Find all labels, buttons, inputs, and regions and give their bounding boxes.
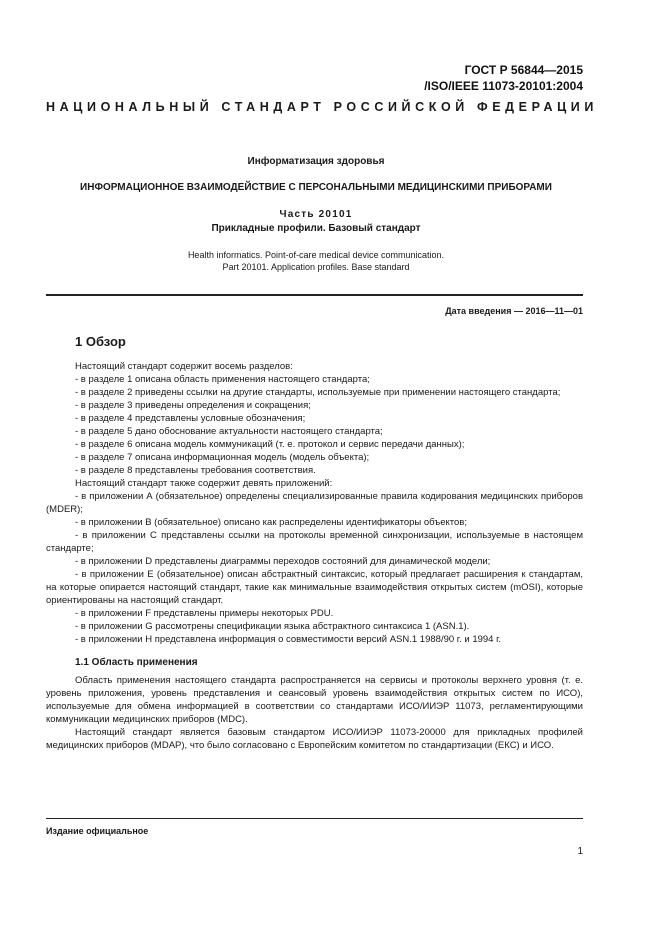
list-item: - в разделе 4 представлены условные обозначения; — [75, 413, 306, 424]
paragraph: Настоящий стандарт является базовым стандартом ИСО/ИИЭР 11073-20000 для прикладных профилей медицинских приборов (MDAP), что было согласовано с Европейским комитетом по стандартизации (ЕКС) и ИСО. — [46, 727, 583, 751]
list-item: - в приложении F представлены примеры некоторых PDU. — [75, 608, 334, 619]
title-domain: Информатизация здоровья — [247, 156, 385, 167]
list-item: - в приложении G рассмотрены спецификации языка абстрактного синтаксиса 1 (ASN.1). — [75, 621, 470, 632]
standard-code-line1: ГОСТ Р 56844—2015 — [464, 63, 583, 77]
standard-code-line2: /ISO/IEEE 11073-20101:2004 — [424, 79, 583, 93]
list-item: - в разделе 7 описана информационная модель (модель объекта); — [75, 452, 370, 463]
paragraph: Область применения настоящего стандарта распространяется на сервисы и протоколы верхнего уровня (т. е. уровень приложения, уровень представления и сеансовый уровень взаимодействия открытых систем по ИСО), используемые для обмена информацией в соответствии со стандартами ИСО/ИИЭР 11073, регламентирующими коммуникации медицинских приборов (MDC). — [46, 675, 583, 725]
footer-divider — [46, 818, 583, 819]
title-subtitle: Прикладные профили. Базовый стандарт — [211, 223, 421, 234]
paragraph: Настоящий стандарт также содержит девять приложений: — [75, 478, 333, 489]
list-item: - в разделе 1 описана область применения настоящего стандарта; — [75, 374, 370, 385]
section-heading: 1 Обзор — [75, 334, 126, 349]
standard-code — [424, 62, 583, 94]
paragraph: Настоящий стандарт содержит восемь разделов: — [75, 361, 293, 372]
list-item: - в приложении E (обязательное) описан абстрактный синтаксис, который предлагает расширения к стандартам, на которые опирается настоящий стандарт, такие как минимальные взаимодействия открытых систем (mOSI), которые ориентированы на настоящий стандарт. — [46, 569, 583, 606]
list-item: - в приложении А (обязательное) определены специализированные правила кодирования медицинских приборов (MDER); — [46, 491, 583, 515]
page-number: 1 — [577, 846, 583, 857]
title-english-line1: Health informatics. Point-of-care medical device communication. — [187, 250, 445, 260]
list-item: - в разделе 8 представлены требования соответствия. — [75, 465, 316, 476]
list-item: - в приложении В (обязательное) описано как распределены идентификаторы объектов; — [75, 517, 467, 528]
title-english-line2: Part 20101. Application profiles. Base standard — [222, 262, 410, 272]
list-item: - в приложении H представлена информация о совместимости версий ASN.1 1988/90 г. и 1994 г. — [75, 634, 502, 645]
national-standard-banner: НАЦИОНАЛЬНЫЙ СТАНДАРТ РОССИЙСКОЙ ФЕДЕРАЦИИ — [46, 100, 598, 114]
edition-note: Издание официальное — [46, 826, 149, 836]
list-item: - в приложении D представлены диаграммы переходов состояний для динамической модели; — [75, 556, 491, 567]
list-item: - в разделе 5 дано обоснование актуальности настоящего стандарта; — [75, 426, 383, 437]
list-item: - в разделе 6 описана модель коммуникаций (т. е. протокол и сервис передачи данных); — [75, 439, 465, 450]
list-item: - в разделе 2 приведены ссылки на другие стандарты, используемые при применении настоящего стандарта; — [75, 387, 561, 398]
body-text — [46, 360, 583, 752]
subsection-heading: 1.1 Область применения — [75, 657, 198, 668]
introduction-date: Дата введения — 2016—11—01 — [445, 306, 583, 316]
list-item: - в разделе 3 приведены определения и сокращения; — [75, 400, 311, 411]
title-main: ИНФОРМАЦИОННОЕ ВЗАИМОДЕЙСТВИЕ С ПЕРСОНАЛЬНЫМИ МЕДИЦИНСКИМИ ПРИБОРАМИ — [80, 182, 552, 193]
title-part: Часть 20101 — [279, 209, 353, 220]
list-item: - в приложении С представлены ссылки на протоколы временной синхронизации, используемые в настоящем стандарте; — [46, 530, 583, 554]
header-divider — [46, 294, 583, 296]
